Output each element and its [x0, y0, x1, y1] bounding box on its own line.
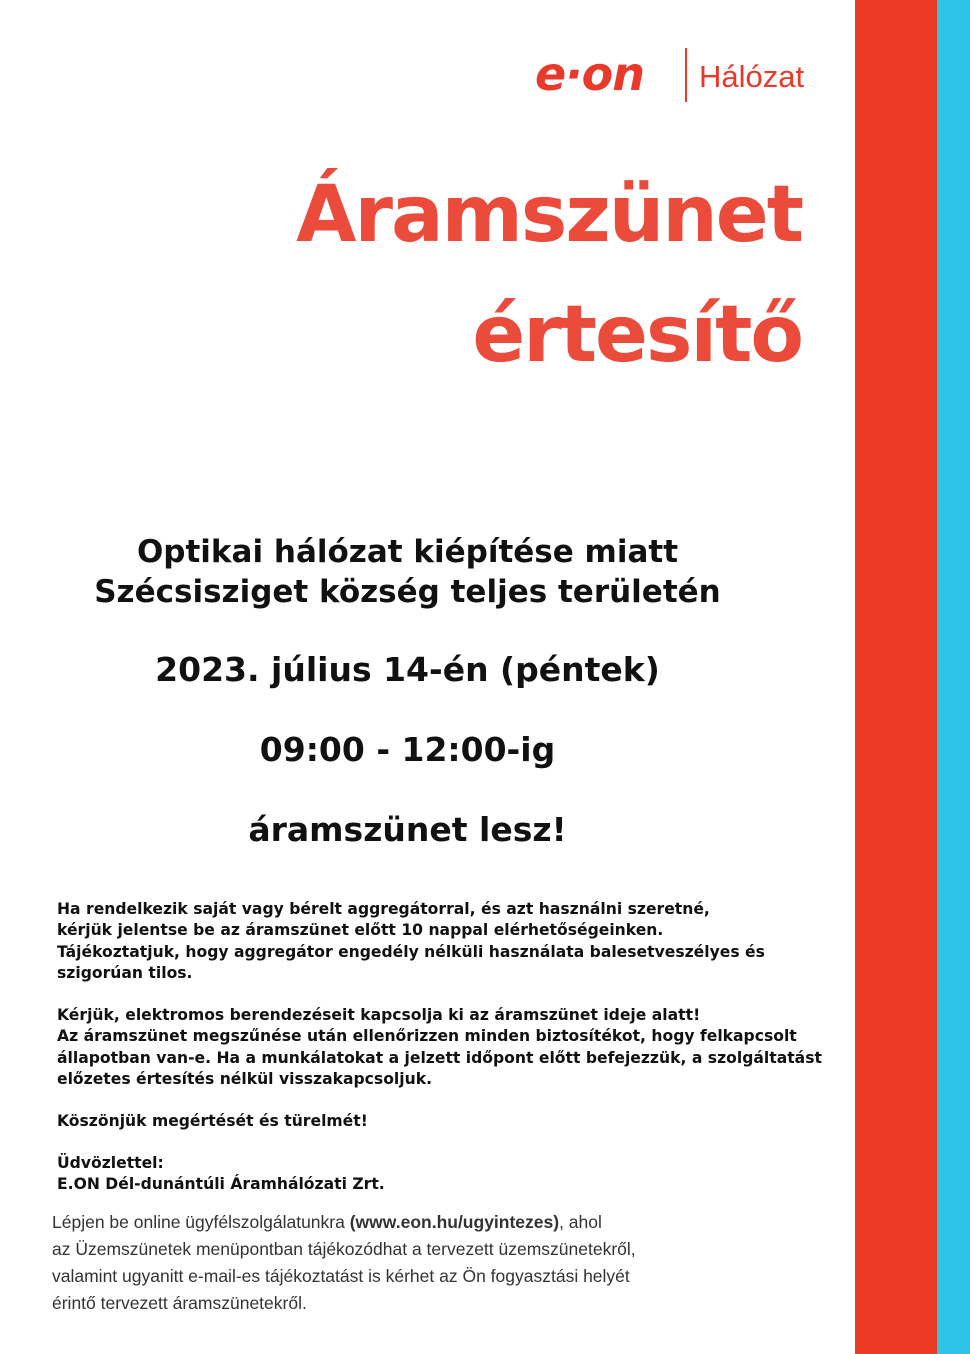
footer-text: Lépjen be online ügyfélszolgálatunkra [52, 1212, 350, 1232]
greeting-text: Üdvözlettel: [57, 1154, 164, 1172]
outage-time: 09:00 - 12:00-ig [259, 730, 556, 769]
signature-block [57, 1153, 385, 1196]
eon-logo-mark: e·on [535, 47, 645, 101]
outage-statement: áramszünet lesz! [248, 810, 567, 849]
red-side-stripe [855, 0, 937, 1354]
cause-line1: Optikai hálózat kiépítése miatt [136, 534, 679, 570]
paragraph-line: Kérjük, elektromos berendezéseit kapcsolja ki az áramszünet ideje alatt! [57, 1006, 701, 1024]
paragraph-line: szigorúan tilos. [57, 963, 193, 982]
company-name: E.ON Dél-dunántúli Áramhálózati Zrt. [57, 1175, 385, 1194]
footer-info [52, 1209, 636, 1317]
paragraph-line: Az áramszünet megszűnése után ellenőrizzen minden biztosítékot, hogy felkapcsolt [57, 1027, 797, 1046]
outage-date: 2023. július 14-én (péntek) [155, 650, 660, 689]
paragraph-line: állapotban van-e. Ha a munkálatokat a jelzett időpont előtt befejezzük, a szolgáltatást [57, 1048, 822, 1067]
footer-text: , ahol [559, 1212, 602, 1232]
eon-logo [535, 44, 815, 104]
devices-paragraph [57, 1005, 822, 1090]
paragraph-line: Tájékoztatjuk, hogy aggregátor engedély nélküli használata balesetveszélyes és [57, 942, 765, 961]
generator-paragraph [57, 899, 765, 984]
logo-subtext: Hálózat [699, 59, 805, 94]
paragraph-line: kérjük jelentse be az áramszünet előtt 10 nappal elérhetőségeinken. [57, 921, 664, 940]
footer-line: valamint ugyanitt e-mail-es tájékoztatást is kérhet az Ön fogyasztási helyét [52, 1266, 630, 1286]
logo-divider [685, 48, 687, 102]
footer-line [52, 1209, 636, 1236]
cause-line2: Szécsisziget község teljes területén [94, 574, 721, 610]
paragraph-line: Ha rendelkezik saját vagy bérelt aggregátorral, és azt használni szeretné, [57, 900, 710, 918]
footer-line: érintő tervezett áramszünetekről. [52, 1293, 307, 1313]
paragraph-line: előzetes értesítés nélkül visszakapcsoljuk. [57, 1069, 433, 1088]
website-link[interactable]: (www.eon.hu/ugyintezes) [349, 1212, 560, 1232]
headline-line2: értesítő [472, 290, 802, 380]
headline-line1: Áramszünet [296, 170, 802, 260]
blue-side-stripe [937, 0, 970, 1354]
thanks-text: Köszönjük megértését és türelmét! [57, 1112, 368, 1130]
footer-line: az Üzemszünetek menüpontban tájékozódhat a tervezett üzemszünetekről, [52, 1239, 636, 1259]
